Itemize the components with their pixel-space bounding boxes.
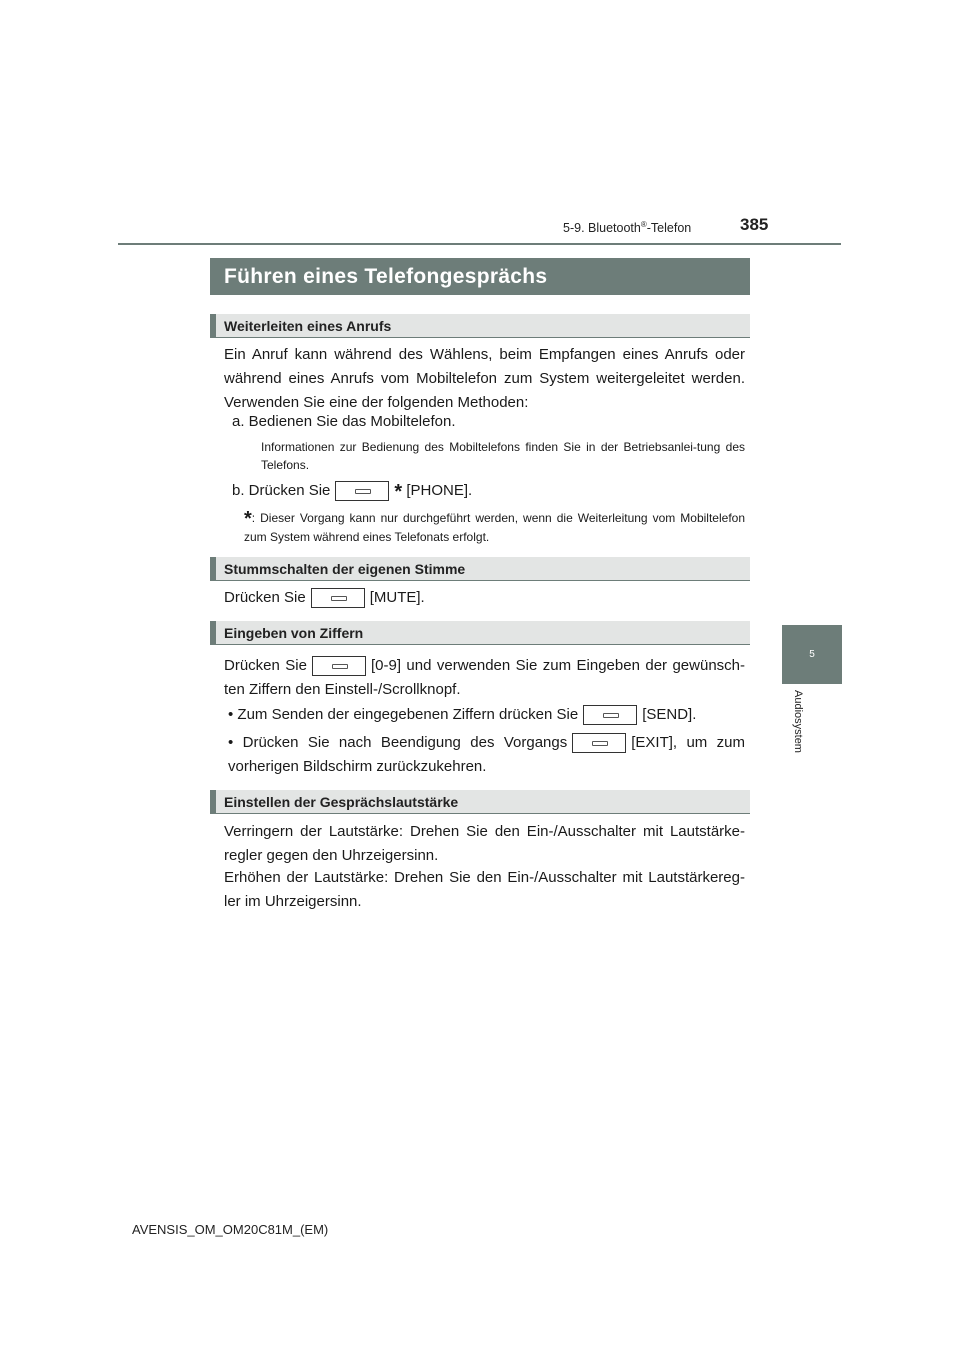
heading-mute: Stummschalten der eigenen Stimme xyxy=(210,557,750,581)
digits-bullet-exit: • Drücken Sie nach Beendigung des Vorgangs [EXIT], um zum vorherigen Bildschirm zurückzukehren. xyxy=(228,734,745,775)
forward-item-b: b. Drücken Sie * [PHONE]. xyxy=(232,481,473,503)
digits-instruction: Drücken Sie [0-9] und verwenden Sie zum Eingeben der gewünsch-ten Ziffern den Einstell-/Scrollknopf. xyxy=(224,657,745,698)
page-number: 385 xyxy=(740,215,769,234)
heading-call-volume: Einstellen der Gesprächslautstärke xyxy=(210,790,750,814)
digits-bullet-send: • Zum Senden der eingegebenen Ziffern drücken Sie [SEND]. xyxy=(228,703,745,727)
send-button-icon xyxy=(583,705,637,725)
forward-item-a-note: Informationen zur Bedienung des Mobiltelefons finden Sie in der Betriebsanlei-tung des Telefons. xyxy=(261,440,745,472)
section-reference: 5-9. Bluetooth®-Telefon xyxy=(563,220,692,236)
chapter-tab[interactable] xyxy=(782,625,842,684)
exit-button-icon xyxy=(572,733,626,753)
volume-increase: Erhöhen der Lautstärke: Drehen Sie den Ein-/Ausschalter mit Lautstärkereg-ler im Uhrzeigersinn. xyxy=(224,869,745,910)
chapter-label: Audiosystem xyxy=(792,690,804,753)
volume-decrease: Verringern der Lautstärke: Drehen Sie den Ein-/Ausschalter mit Lautstärke-regler gegen den Uhrzeigersinn. xyxy=(224,823,745,864)
heading-enter-digits: Eingeben von Ziffern xyxy=(210,621,750,645)
forward-footnote: *: Dieser Vorgang kann nur durchgeführt werden, wenn die Weiterleitung vom Mobiltelefon zum System während eines Telefonats erfolgt. xyxy=(244,508,745,544)
header-rule xyxy=(118,243,841,245)
forward-intro: Ein Anruf kann während des Wählens, beim Empfangen eines Anrufs oder während eines Anrufs vom Mobiltelefon zum System weitergeleitet werden. Verwenden Sie eine der folgenden Methoden: xyxy=(224,346,745,411)
chapter-number: 5 xyxy=(809,649,815,660)
heading-forward-call: Weiterleiten eines Anrufs xyxy=(210,314,750,338)
phone-button-icon xyxy=(335,481,389,501)
mute-button-icon xyxy=(311,588,365,608)
document-code: AVENSIS_OM_OM20C81M_(EM) xyxy=(132,1222,329,1237)
page-title: Führen eines Telefongesprächs xyxy=(210,258,750,295)
mute-instruction: Drücken Sie [MUTE]. xyxy=(224,586,745,610)
forward-item-a: a. Bedienen Sie das Mobiltelefon. xyxy=(232,413,456,430)
digits-button-icon xyxy=(312,656,366,676)
